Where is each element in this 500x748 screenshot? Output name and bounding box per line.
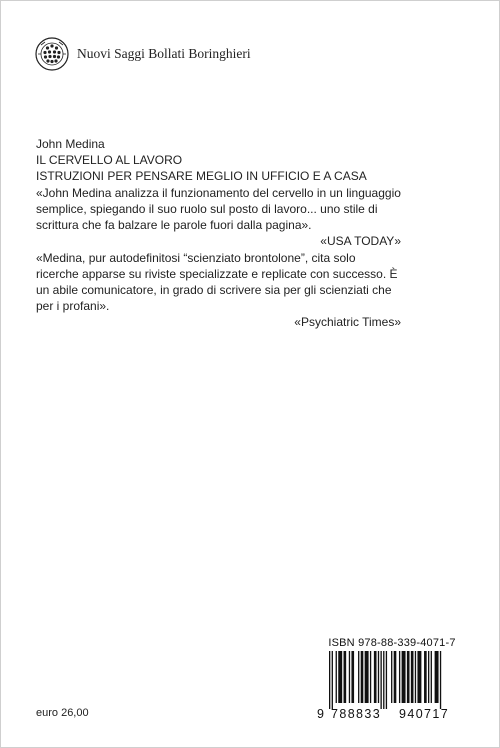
ean-left-group: 788833 xyxy=(331,707,382,721)
book-subtitle: ISTRUZIONI PER PENSARE MEGLIO IN UFFICIO E A CASA xyxy=(36,169,367,183)
barcode-bar xyxy=(358,651,359,703)
ean-first-digit: 9 xyxy=(317,707,326,721)
barcode-bar xyxy=(338,651,342,703)
barcode-bar xyxy=(428,651,429,703)
barcode-bar xyxy=(349,651,350,703)
barcode-bar xyxy=(391,651,392,703)
barcode-bar xyxy=(435,651,439,703)
barcode-bar xyxy=(361,651,364,703)
barcode-bar xyxy=(378,651,379,703)
barcode-bar xyxy=(374,651,377,703)
barcode-bar xyxy=(386,651,387,709)
barcode-bar xyxy=(329,651,330,709)
barcode-bar xyxy=(370,651,371,703)
price-label: euro 26,00 xyxy=(36,707,89,719)
ean-digits xyxy=(317,709,467,723)
barcode-bar xyxy=(424,651,427,703)
publisher-seal-icon xyxy=(35,37,69,71)
barcode-bar xyxy=(351,651,354,703)
barcode-bar xyxy=(407,651,410,703)
review-quote xyxy=(36,250,401,330)
series-name: Nuovi Saggi Bollati Boringhieri xyxy=(77,46,251,61)
book-info xyxy=(36,136,367,184)
barcode-bar xyxy=(344,651,347,703)
quote-source: «Psychiatric Times» xyxy=(294,315,401,329)
isbn-label: ISBN 978-88-339-4071-7 xyxy=(328,637,456,649)
review-quote xyxy=(36,185,401,249)
series-header xyxy=(35,37,251,71)
barcode-bar xyxy=(440,651,441,709)
ean-right-group: 940717 xyxy=(399,707,450,721)
barcode-bar xyxy=(431,651,432,703)
barcode-bar xyxy=(394,651,397,703)
barcode-block xyxy=(317,637,467,723)
quote-source: «USA TODAY» xyxy=(320,234,401,248)
barcode-bar xyxy=(411,651,414,703)
barcode-bar xyxy=(415,651,416,703)
quote-text: «Medina, pur autodefinitosi “scienziato brontolone”, cita solo ricerche apparse su riviste specializzate e replicate con successo. È un abile comunicatore, in grado di scrivere sia per gli scienziati che per i profani». xyxy=(36,251,398,313)
barcode-bar xyxy=(417,651,421,703)
author-name: John Medina xyxy=(36,137,105,151)
barcode-bar xyxy=(332,651,333,709)
barcode-bar xyxy=(402,651,406,703)
quote-text: «John Medina analizza il funzionamento del cervello in un linguaggio semplice, spiegando il suo ruolo sul posto di lavoro... uno stile di scrittura che fa balzare le parole fuori dalla pagina». xyxy=(36,186,401,232)
barcode-icon xyxy=(317,651,467,709)
book-title: IL CERVELLO AL LAVORO xyxy=(36,153,183,167)
barcode-bar xyxy=(365,651,369,703)
barcode-bar xyxy=(380,651,381,709)
barcode-bar xyxy=(399,651,400,703)
barcode-bar xyxy=(336,651,337,703)
barcode-bar xyxy=(383,651,384,709)
